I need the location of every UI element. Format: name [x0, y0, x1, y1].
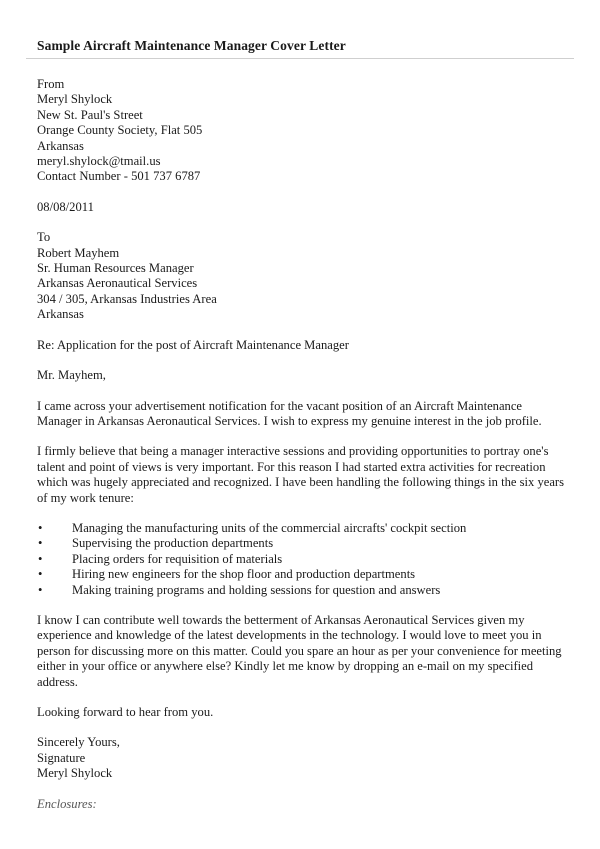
sender-contact: Contact Number - 501 737 6787: [37, 169, 201, 184]
looking-forward-block: [37, 705, 567, 720]
list-item-text: Supervising the production departments: [72, 536, 274, 551]
list-item-text: Placing orders for requisition of materials: [72, 551, 283, 566]
paragraph-experience: [37, 444, 567, 506]
document-title: Sample Aircraft Maintenance Manager Cover Letter: [37, 38, 346, 53]
looking-forward-line: Looking forward to hear from you.: [37, 705, 214, 719]
enclosures-block: [37, 797, 567, 812]
bullet-icon: •: [38, 536, 43, 551]
paragraph-text: I know I can contribute well towards the betterment of Arkansas Aeronautical Services given my experience and knowledge of the latest developments in the technology. I would love to meet you in person for discussing more on this matter. Could you spare an hour as per your convenience for meeting either in your office or anywhere else? Kindly let me know by dropping an e-mail on my specified address.: [37, 612, 562, 689]
sender-state: Arkansas: [37, 138, 84, 153]
recipient-company: Arkansas Aeronautical Services: [37, 276, 198, 291]
letter-date: 08/08/2011: [37, 199, 94, 214]
list-item: [37, 536, 567, 551]
recipient-title: Sr. Human Resources Manager: [37, 261, 194, 276]
title-divider: [26, 58, 574, 59]
sender-email: meryl.shylock@tmail.us: [37, 154, 161, 169]
salutation-block: [37, 368, 567, 383]
sender-label: From: [37, 77, 65, 91]
list-item-text: Managing the manufacturing units of the commercial aircrafts' cockpit section: [72, 520, 467, 535]
date-block: [37, 200, 567, 215]
list-item-text: Making training programs and holding sessions for question and answers: [72, 582, 441, 597]
recipient-name: Robert Mayhem: [37, 245, 120, 260]
recipient-block: [37, 230, 567, 322]
responsibility-list: [37, 521, 567, 598]
letter-body: [37, 77, 567, 812]
bullet-icon: •: [38, 520, 43, 535]
enclosures-label: Enclosures:: [37, 796, 97, 811]
list-item: [37, 552, 567, 567]
paragraph-text: I firmly believe that being a manager interactive sessions and providing opportunities to portray one's talent and point of views is very important. For this reason I had started extra activities for recreation which was hugely appreciated and recognized. I have been handling the following things in the six years of my work tenure:: [37, 444, 565, 505]
list-item: [37, 521, 567, 536]
signer-name: Meryl Shylock: [37, 766, 113, 781]
paragraph-text: I came across your advertisement notification for the vacant position of an Aircraft Maintenance Manager in Arkansas Aeronautical Services. I wish to express my genuine interest in the job profile.: [37, 398, 542, 428]
recipient-label: To: [37, 230, 51, 245]
bullet-icon: •: [38, 567, 43, 582]
signoff-block: [37, 735, 567, 781]
paragraph-intro: [37, 399, 567, 430]
sender-block: [37, 77, 567, 185]
sender-street: New St. Paul's Street: [37, 107, 143, 122]
subject-block: [37, 338, 567, 353]
recipient-address: 304 / 305, Arkansas Industries Area: [37, 291, 217, 306]
bullet-icon: •: [38, 582, 43, 597]
list-item: [37, 583, 567, 598]
list-item: [37, 567, 567, 582]
paragraph-closing: [37, 613, 567, 690]
sender-name: Meryl Shylock: [37, 92, 113, 107]
bullet-icon: •: [38, 551, 43, 566]
subject-line: Re: Application for the post of Aircraft Maintenance Manager: [37, 337, 349, 352]
salutation: Mr. Mayhem,: [37, 368, 106, 383]
recipient-state: Arkansas: [37, 307, 84, 322]
closing-line: Sincerely Yours,: [37, 735, 120, 750]
sender-society: Orange County Society, Flat 505: [37, 123, 203, 138]
list-item-text: Hiring new engineers for the shop floor and production departments: [72, 567, 416, 582]
signature-line: Signature: [37, 750, 86, 765]
